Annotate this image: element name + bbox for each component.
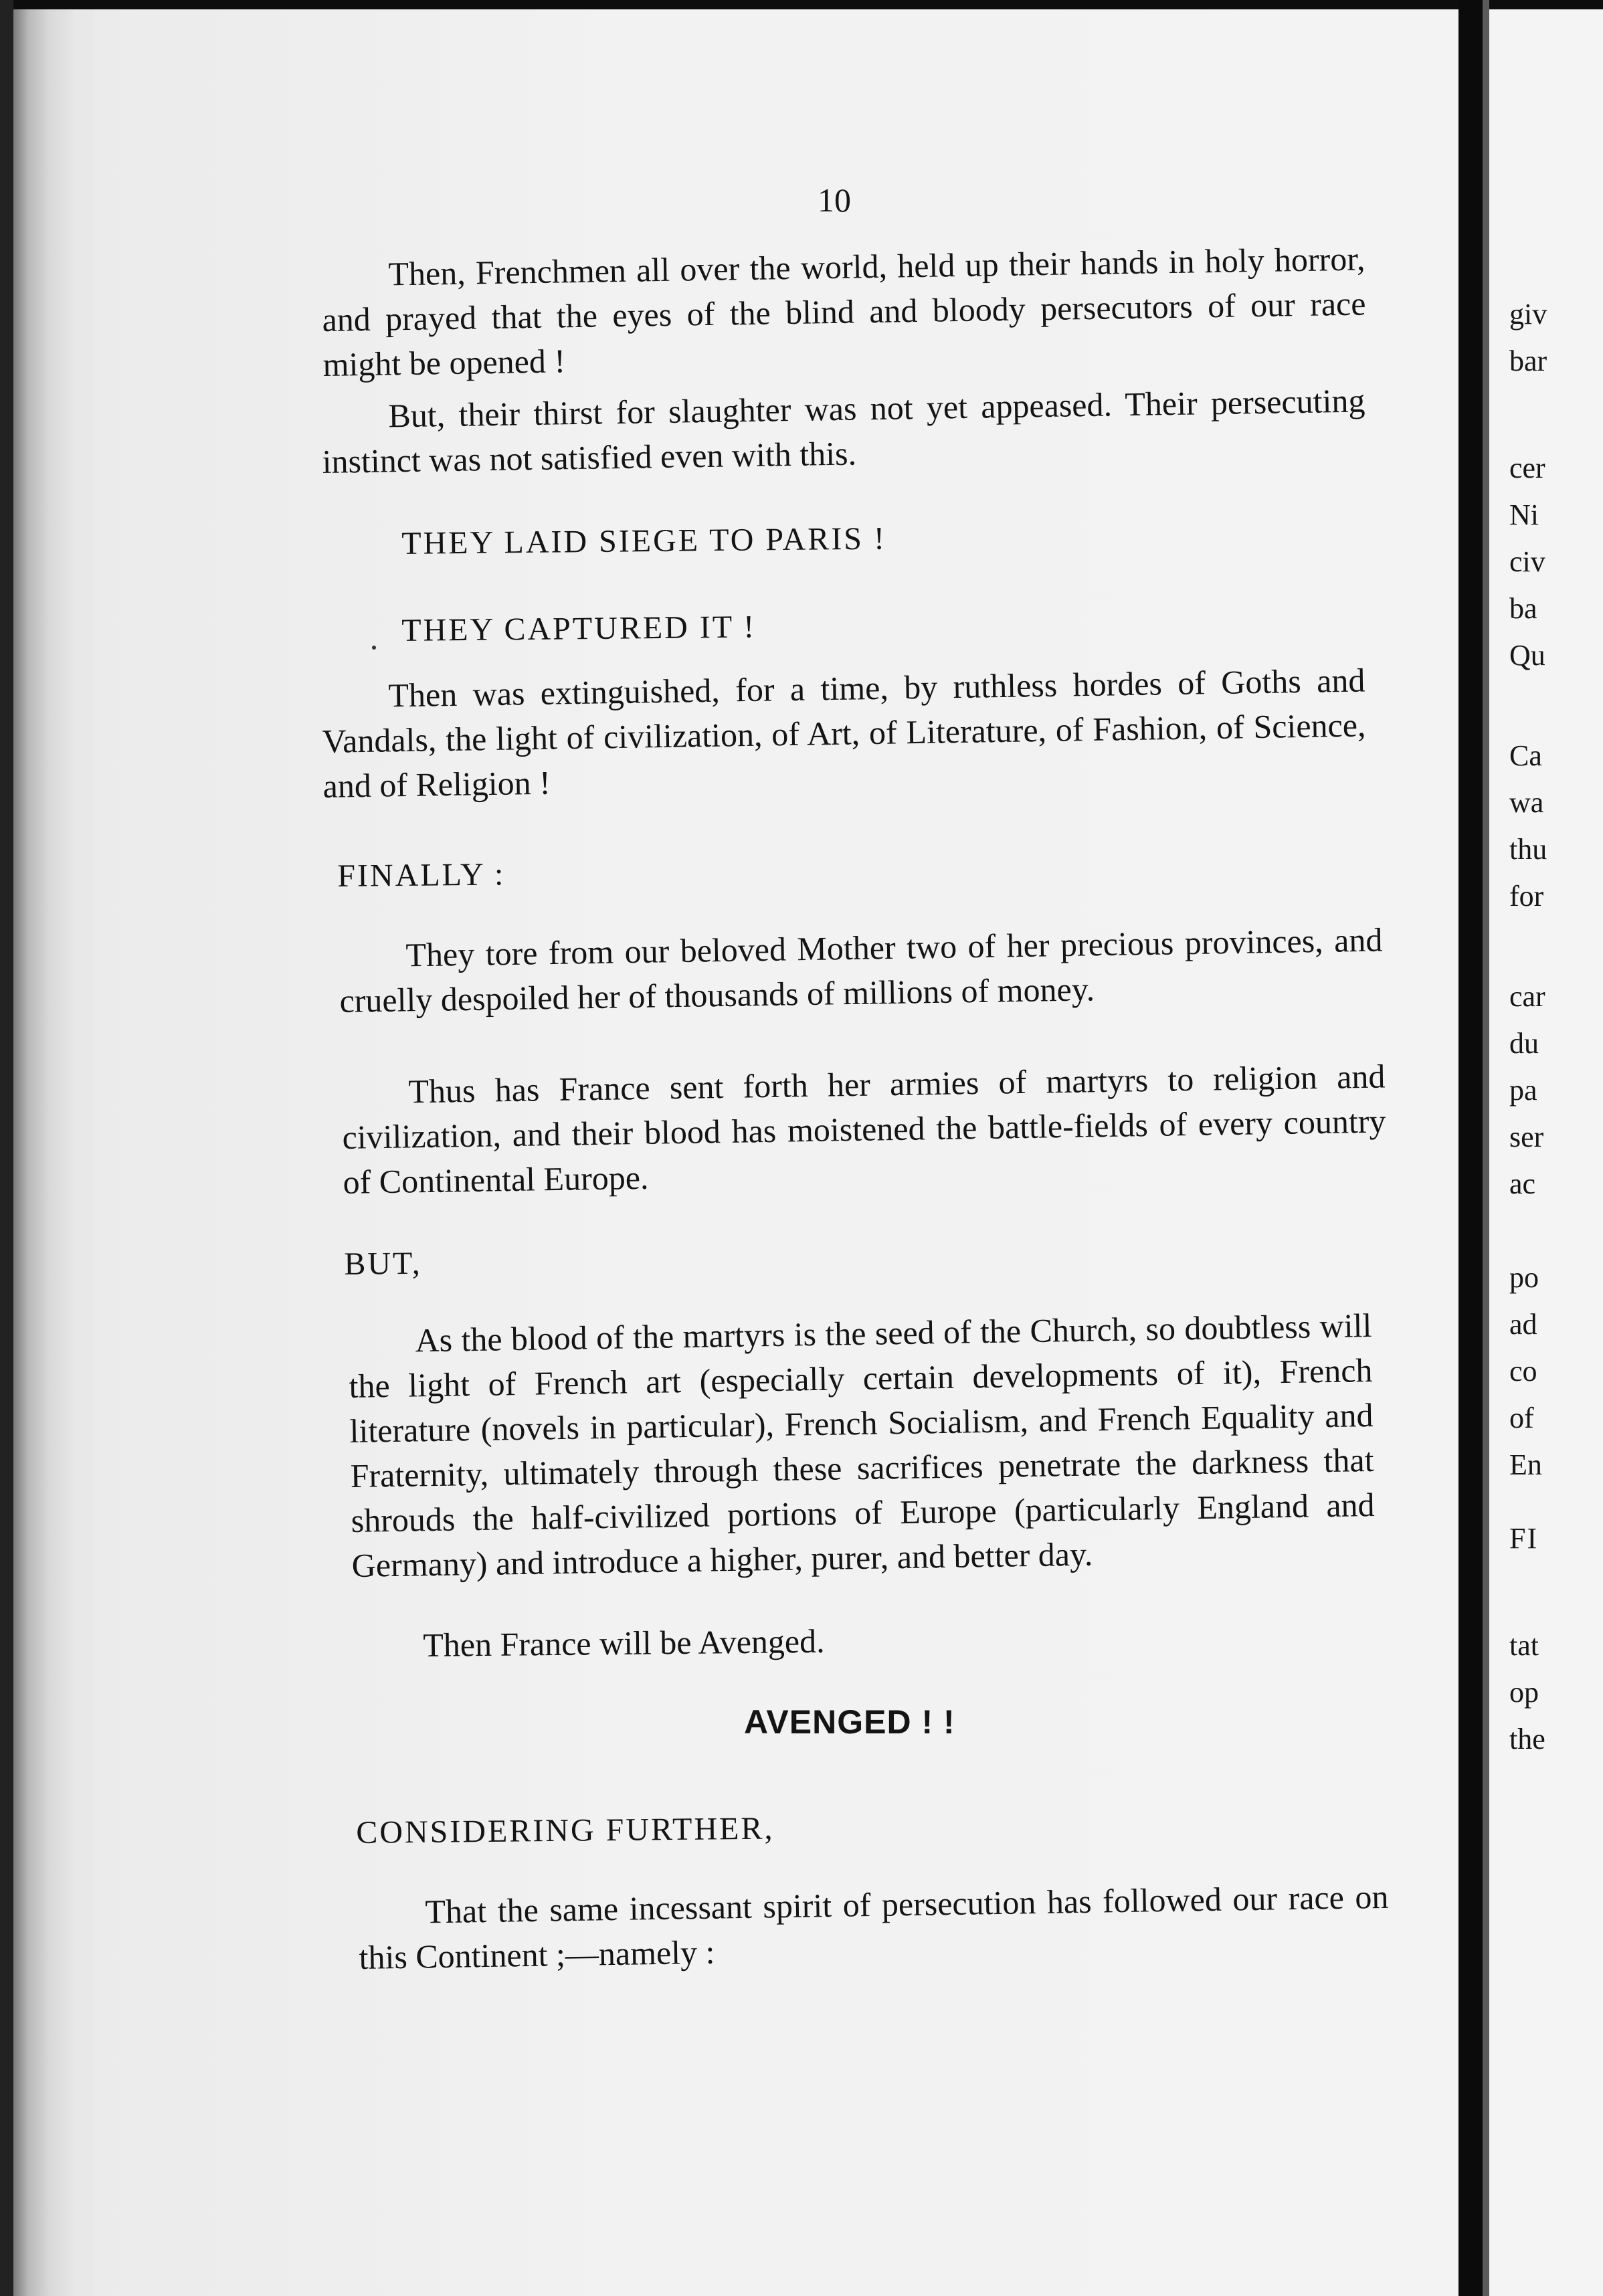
facing-fragment: thu xyxy=(1509,833,1547,866)
page-edge xyxy=(74,9,94,2296)
facing-fragment: car xyxy=(1509,980,1545,1013)
facing-fragment: ac xyxy=(1509,1167,1536,1200)
heading-considering-further: CONSIDERING FURTHER, xyxy=(356,1810,775,1850)
paragraph-thirst: But, their thirst for slaughter was not yet appeased. Their persecuting instinct was not satisfied even with this. xyxy=(322,381,1365,480)
page-number: 10 xyxy=(818,181,851,219)
facing-fragment: En xyxy=(1509,1448,1542,1481)
facing-fragment: du xyxy=(1509,1027,1539,1060)
paragraph-frenchmen: Then, Frenchmen all over the world, held up their hands in holy horror, and prayed that the eyes of the blind and bloody persecutors of our race might be opened ! xyxy=(322,240,1366,383)
facing-fragment: ser xyxy=(1509,1121,1544,1153)
scan-left-border xyxy=(0,0,13,2296)
heading-but: BUT, xyxy=(344,1245,422,1282)
facing-fragment: Ni xyxy=(1509,498,1539,531)
book-spine xyxy=(1458,0,1483,2296)
line-france-avenged: Then France will be Avenged. xyxy=(423,1622,825,1664)
facing-fragment: cer xyxy=(1509,452,1545,484)
facing-fragment: giv xyxy=(1509,298,1547,330)
heading-avenged: AVENGED ! ! xyxy=(744,1703,955,1741)
facing-fragment: ba xyxy=(1509,592,1537,625)
facing-fragment: Qu xyxy=(1509,639,1545,672)
book-spine-highlight xyxy=(1483,0,1489,2296)
paragraph-extinguished: Then was extinguished, for a time, by ruthless hordes of Goths and Vandals, the light of civilization, of Art, of Literature, of Fashion, of Science, and of Religion ! xyxy=(322,661,1366,805)
heading-finally: FINALLY : xyxy=(337,856,506,894)
heading-siege: THEY LAID SIEGE TO PARIS ! xyxy=(401,520,887,561)
page-edge-shadow xyxy=(13,9,74,2296)
heading-captured: THEY CAPTURED IT ! xyxy=(401,609,757,648)
scan-top-border xyxy=(0,0,1603,9)
facing-fragment: civ xyxy=(1509,545,1545,578)
facing-fragment: of xyxy=(1509,1402,1534,1434)
facing-fragment: for xyxy=(1509,880,1544,913)
facing-fragment: Ca xyxy=(1509,739,1542,772)
paragraph-provinces: They tore from our beloved Mother two of her precious provinces, and cruelly despoiled her of thousands of millions of money. xyxy=(339,921,1383,1020)
facing-fragment: co xyxy=(1509,1355,1537,1388)
paragraph-seed-of-church: As the blood of the martyrs is the seed of the Church, so doubtless will the light of French art (especially certain developments of it), French literature (novels in particular), French Socialism, and French Equality and Fraternity, ultimately through these sacrifices penetrate the darkness that shrouds the half-civilized portions of Europe (particularly England and Germany) and introduce a higher, purer, and better day. xyxy=(349,1306,1375,1584)
paragraph-martyrs: Thus has France sent forth her armies of martyrs to religion and civilization, and their blood has moistened the battle-fields of every country of Continental Europe. xyxy=(342,1057,1386,1201)
paragraph-persecution: That the same incessant spirit of persecution has followed our race on this Continent ;—namely : xyxy=(359,1877,1389,1976)
facing-fragment: op xyxy=(1509,1676,1539,1709)
facing-fragment: wa xyxy=(1509,786,1544,819)
facing-fragment: bar xyxy=(1509,345,1547,377)
facing-fragment: pa xyxy=(1509,1074,1537,1107)
facing-fragment: ad xyxy=(1509,1308,1537,1341)
facing-fragment: tat xyxy=(1509,1629,1539,1662)
facing-page xyxy=(1489,9,1603,2296)
facing-fragment: FI xyxy=(1509,1522,1539,1555)
facing-fragment: po xyxy=(1509,1261,1539,1294)
ink-speck xyxy=(372,646,376,650)
facing-fragment: the xyxy=(1509,1723,1545,1755)
